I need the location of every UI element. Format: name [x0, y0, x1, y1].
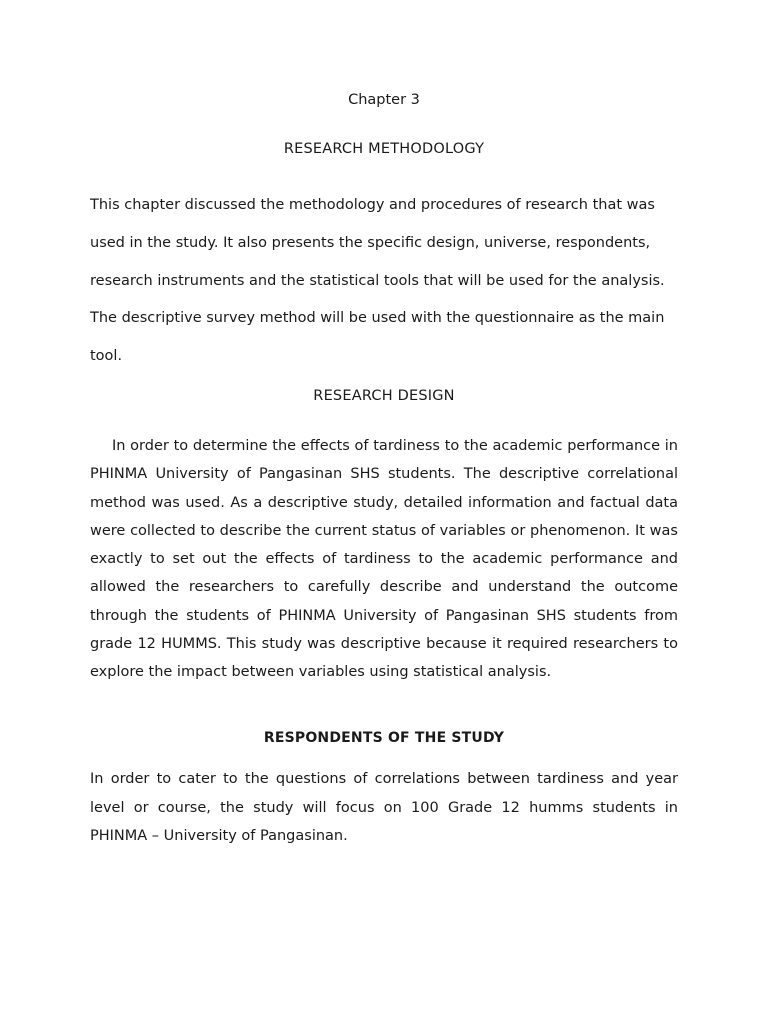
intro-paragraph: This chapter discussed the methodology and procedures of research that was used in the study. It also presents the specific design, universe, respondents, research instruments and the statistical tools that will be used for the analysis. The descriptive survey method will be used with the questionnaire as the main tool.: [90, 197, 665, 365]
research-design-paragraph: In order to determine the effects of tardiness to the academic performance in PHINMA University of Pangasinan SHS students. The descriptive correlational method was used. As a descriptive study, detailed information and factual data were collected to describe the current status of variables or phenomenon. It was exactly to set out the effects of tardiness to the academic performance and allowed the researchers to carefully describe and understand the outcome through the students of PHINMA University of Pangasinan SHS students from grade 12 HUMMS. This study was descriptive because it required researchers to explore the impact between variables using statistical analysis.: [90, 438, 678, 681]
respondents-heading: RESPONDENTS OF THE STUDY: [263, 730, 505, 746]
main-heading: RESEARCH METHODOLOGY: [283, 141, 485, 157]
respondents-paragraph: In order to cater to the questions of correlations between tardiness and year level or course, the study will focus on 100 Grade 12 humms students in PHINMA – University of Pangasinan.: [90, 771, 678, 844]
research-design-heading: RESEARCH DESIGN: [313, 388, 455, 404]
chapter-label: Chapter 3: [348, 92, 420, 108]
